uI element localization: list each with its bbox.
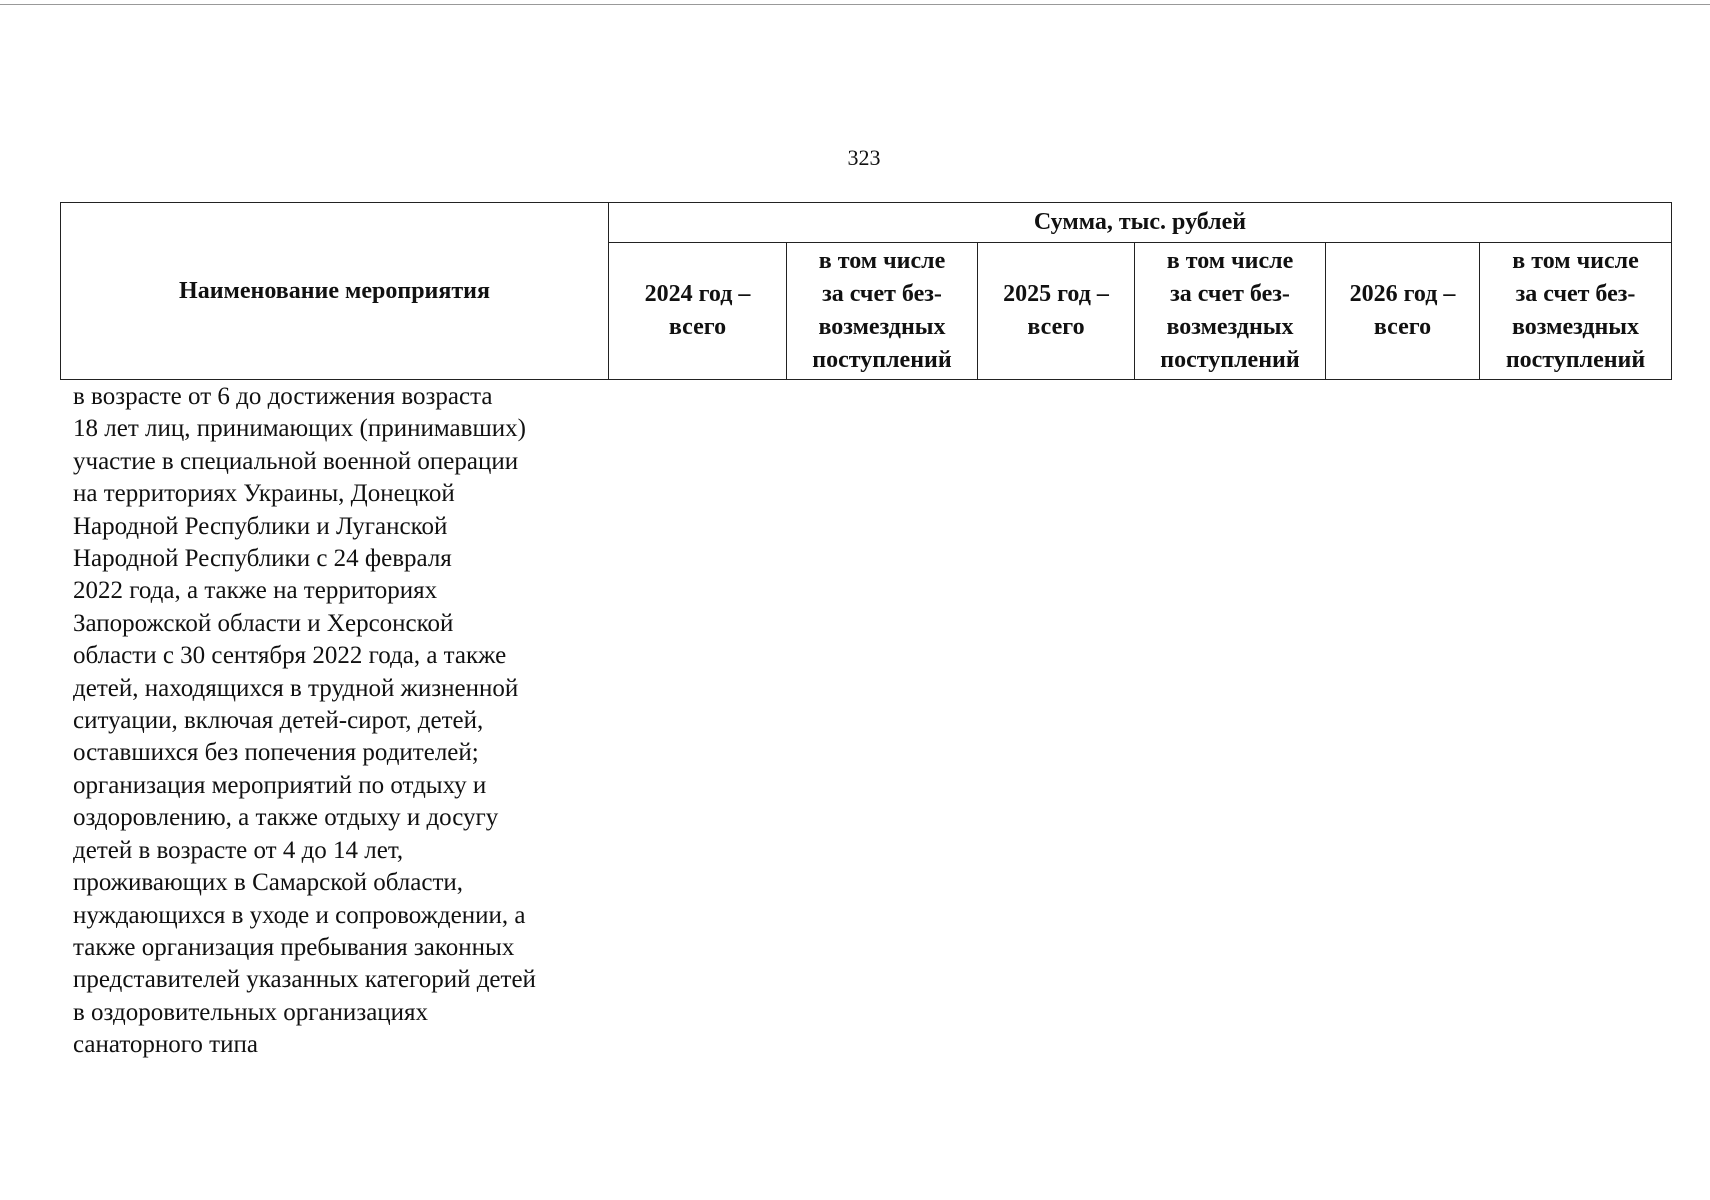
- text-line: области с 30 сентября 2022 года, а также: [73, 642, 507, 670]
- text-line: Запорожской области и Херсонской: [73, 609, 454, 637]
- col-2026-total: 2026 год – всего: [1326, 243, 1480, 380]
- text-line: оставшихся без попечения родителей;: [73, 739, 479, 767]
- page-number: 323: [847, 145, 881, 170]
- text-line: проживающих в Самарской области,: [73, 869, 464, 897]
- sum-header: Сумма, тыс. рублей: [609, 203, 1672, 243]
- text-line: детей, находящихся в трудной жизненной: [73, 674, 519, 702]
- budget-table-header: [60, 202, 1672, 380]
- text-line: организация мероприятий по отдыху и: [73, 771, 487, 799]
- col-2025-gratuitous: в том числе за счет без- возмездных поступлений: [1135, 243, 1326, 380]
- text-line: также организация пребывания законных: [73, 933, 515, 961]
- text-line: оздоровлению, а также отдыху и досугу: [73, 804, 499, 832]
- text-line: ситуации, включая детей-сирот, детей,: [73, 707, 484, 735]
- text-line: санаторного типа: [73, 1031, 258, 1059]
- text-line: на территориях Украины, Донецкой: [73, 480, 455, 508]
- text-line: нуждающихся в уходе и сопровождении, а: [73, 901, 526, 929]
- col-2024-gratuitous: в том числе за счет без- возмездных поступлений: [787, 243, 978, 380]
- activity-name-header: Наименование мероприятия: [61, 203, 609, 380]
- text-line: Народной Республики с 24 февраля: [73, 545, 452, 573]
- text-line: в возрасте от 6 до достижения возраста: [73, 383, 493, 410]
- col-2024-total: 2024 год – всего: [609, 243, 787, 380]
- scan-top-rule: [0, 4, 1710, 5]
- text-line: 18 лет лиц, принимающих (принимавших): [73, 415, 526, 443]
- text-line: Народной Республики и Луганской: [73, 512, 448, 540]
- text-line: участие в специальной военной операции: [73, 447, 519, 475]
- activity-description: [73, 381, 633, 1062]
- col-2026-gratuitous: в том числе за счет без- возмездных поступлений: [1480, 243, 1672, 380]
- text-line: представителей указанных категорий детей: [73, 966, 536, 994]
- text-line: 2022 года, а также на территориях: [73, 577, 438, 605]
- text-line: в оздоровительных организациях: [73, 998, 429, 1026]
- col-2025-total: 2025 год – всего: [978, 243, 1135, 380]
- text-line: детей в возрасте от 4 до 14 лет,: [73, 836, 404, 864]
